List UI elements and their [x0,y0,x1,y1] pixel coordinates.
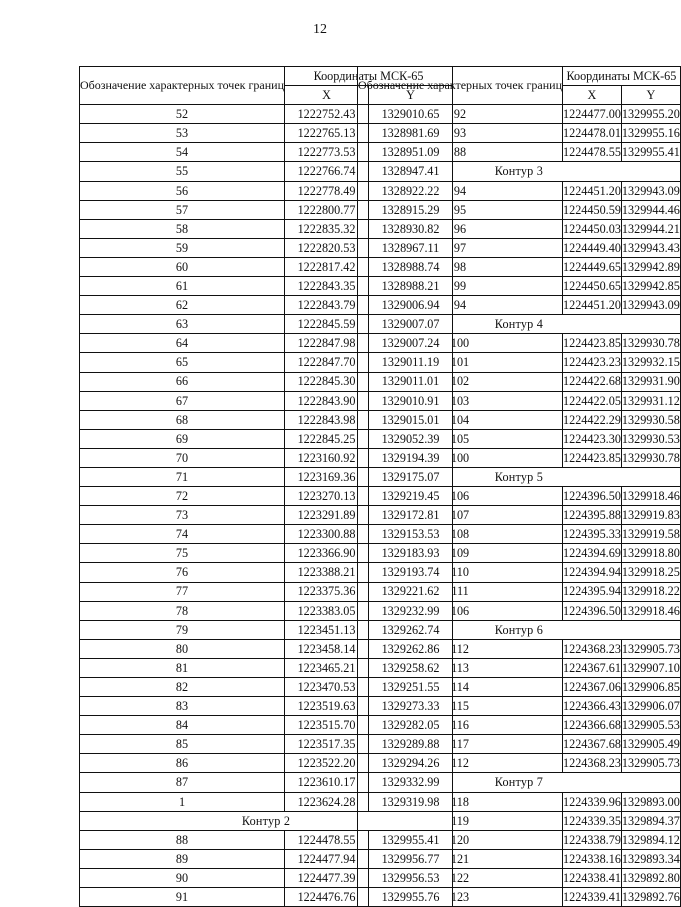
point-id-cell: 1 [80,792,285,811]
table-row [358,678,681,697]
point-id-cell: 65 [80,353,285,372]
y-coordinate-cell: 1329943.43 [621,238,680,257]
table-row [358,410,681,429]
point-id-cell: 76 [80,563,285,582]
table-row [358,563,681,582]
x-coordinate-cell: 1224451.20 [563,181,622,200]
table-row [358,181,681,200]
point-id-cell: 113 [358,658,563,677]
point-id-cell: 99 [358,277,563,296]
y-coordinate-cell: 1329906.07 [621,697,680,716]
table-row [358,238,681,257]
y-coordinate-cell: 1329930.78 [621,448,680,467]
y-coordinate-cell: 1329919.83 [621,506,680,525]
x-coordinate-cell: 1224449.65 [563,257,622,276]
point-id-cell: 121 [358,849,563,868]
table-row [358,601,681,620]
x-coordinate-cell: 1224423.85 [563,334,622,353]
y-coordinate-cell: 1329015.01 [369,410,453,429]
y-coordinate-cell: 1329918.22 [621,582,680,601]
x-coordinate-cell: 1224396.50 [563,601,622,620]
y-coordinate-cell: 1329262.86 [369,639,453,658]
x-coordinate-cell: 1224478.55 [285,830,369,849]
table-row [358,525,681,544]
point-id-cell: 119 [358,811,563,830]
point-id-cell: 86 [80,754,285,773]
x-coordinate-cell: 1224368.23 [563,754,622,773]
y-coordinate-cell: 1329273.33 [369,697,453,716]
y-coordinate-cell: 1329219.45 [369,487,453,506]
table-row [358,697,681,716]
point-id-cell: 104 [358,410,563,429]
page-number: 12 [313,22,327,37]
point-id-cell: 84 [80,716,285,735]
y-coordinate-cell: 1329931.90 [621,372,680,391]
x-coordinate-cell: 1224423.23 [563,353,622,372]
x-coordinate-cell: 1224423.85 [563,448,622,467]
x-coordinate-cell: 1224449.40 [563,238,622,257]
y-coordinate-cell: 1328922.22 [369,181,453,200]
x-coordinate-cell: 1224367.61 [563,658,622,677]
point-id-cell: 62 [80,296,285,315]
x-coordinate-cell: 1223624.28 [285,792,369,811]
x-coordinate-cell: 1224395.94 [563,582,622,601]
x-coordinate-cell: 1224396.50 [563,487,622,506]
x-coordinate-cell: 1223458.14 [285,639,369,658]
point-id-cell: 122 [358,868,563,887]
x-coordinate-cell: 1222766.74 [285,162,369,181]
point-id-cell: 89 [80,849,285,868]
point-id-cell: 92 [358,105,563,124]
point-id-cell: 109 [358,544,563,563]
contour-row [358,620,681,639]
table-row [358,754,681,773]
point-id-cell: 106 [358,601,563,620]
y-coordinate-cell: 1329944.46 [621,200,680,219]
table-row [358,658,681,677]
x-coordinate-cell: 1223169.36 [285,467,369,486]
y-coordinate-cell: 1329894.37 [621,811,680,830]
table-row [358,124,681,143]
point-id-cell: 69 [80,429,285,448]
y-coordinate-cell: 1329193.74 [369,563,453,582]
x-coordinate-cell: 1222752.43 [285,105,369,124]
x-coordinate-cell: 1222800.77 [285,200,369,219]
x-coordinate-cell: 1224477.39 [285,868,369,887]
x-coordinate-cell: 1223470.53 [285,678,369,697]
point-id-cell: 66 [80,372,285,391]
point-id-cell: 82 [80,678,285,697]
y-coordinate-cell: 1328967.11 [369,238,453,257]
y-coordinate-cell: 1329894.12 [621,830,680,849]
point-id-cell: 61 [80,277,285,296]
table-row [358,735,681,754]
contour-label: Контур 6 [358,620,681,639]
y-coordinate-cell: 1329183.93 [369,544,453,563]
y-coordinate-cell: 1329930.78 [621,334,680,353]
x-coordinate-cell: 1224395.88 [563,506,622,525]
x-coordinate-cell: 1224366.68 [563,716,622,735]
x-coordinate-cell: 1222847.98 [285,334,369,353]
y-column-header: Y [369,86,453,105]
table-row [358,639,681,658]
contour-row [358,467,681,486]
x-coordinate-cell: 1222843.98 [285,410,369,429]
x-coordinate-cell: 1224423.30 [563,429,622,448]
points-column-header: Обозначение характерных точек границ [358,67,563,105]
x-column-header: X [563,86,622,105]
points-column-header: Обозначение характерных точек границ [80,67,285,105]
point-id-cell: 90 [80,868,285,887]
x-coordinate-cell: 1224339.96 [563,792,622,811]
point-id-cell: 80 [80,639,285,658]
y-coordinate-cell: 1329893.34 [621,849,680,868]
y-coordinate-cell: 1329010.65 [369,105,453,124]
y-coordinate-cell: 1329251.55 [369,678,453,697]
contour-row [358,773,681,792]
y-coordinate-cell: 1329955.76 [369,888,453,907]
table-row [358,544,681,563]
x-coordinate-cell: 1222765.13 [285,124,369,143]
y-coordinate-cell: 1329956.53 [369,868,453,887]
point-id-cell: 88 [80,830,285,849]
point-id-cell: 72 [80,487,285,506]
y-coordinate-cell: 1329011.01 [369,372,453,391]
point-id-cell: 63 [80,315,285,334]
point-id-cell: 71 [80,467,285,486]
x-coordinate-cell: 1223375.36 [285,582,369,601]
point-id-cell: 98 [358,257,563,276]
x-coordinate-cell: 1222845.25 [285,429,369,448]
point-id-cell: 102 [358,372,563,391]
y-coordinate-cell: 1329955.41 [621,143,680,162]
table-row [358,868,681,887]
y-coordinate-cell: 1329943.09 [621,181,680,200]
y-coordinate-cell: 1329918.46 [621,601,680,620]
x-coordinate-cell: 1224478.01 [563,124,622,143]
point-id-cell: 120 [358,830,563,849]
point-id-cell: 88 [358,143,563,162]
point-id-cell: 70 [80,448,285,467]
x-coordinate-cell: 1224478.55 [563,143,622,162]
table-row [358,582,681,601]
table-row [358,219,681,238]
x-coordinate-cell: 1222843.35 [285,277,369,296]
table-row [358,448,681,467]
y-coordinate-cell: 1329918.46 [621,487,680,506]
table-row [358,716,681,735]
point-id-cell: 117 [358,735,563,754]
table-row [358,888,681,907]
y-coordinate-cell: 1329194.39 [369,448,453,467]
y-coordinate-cell: 1329943.09 [621,296,680,315]
x-coordinate-cell: 1223291.89 [285,506,369,525]
point-id-cell: 78 [80,601,285,620]
contour-label: Контур 7 [358,773,681,792]
point-id-cell: 59 [80,238,285,257]
x-coordinate-cell: 1223517.35 [285,735,369,754]
contour-label: Контур 5 [358,467,681,486]
y-coordinate-cell: 1328981.69 [369,124,453,143]
table-row [358,372,681,391]
x-column-header: X [285,86,369,105]
point-id-cell: 114 [358,678,563,697]
table-row [358,353,681,372]
coordinates-header: Координаты МСК-65 [563,67,681,86]
point-id-cell: 75 [80,544,285,563]
x-coordinate-cell: 1222843.90 [285,391,369,410]
contour-label: Контур 4 [358,315,681,334]
y-coordinate-cell: 1329332.99 [369,773,453,792]
table-row [358,334,681,353]
point-id-cell: 95 [358,200,563,219]
x-coordinate-cell: 1222845.59 [285,315,369,334]
point-id-cell: 116 [358,716,563,735]
point-id-cell: 54 [80,143,285,162]
point-id-cell: 55 [80,162,285,181]
y-coordinate-cell: 1329942.85 [621,277,680,296]
y-coordinate-cell: 1329944.21 [621,219,680,238]
y-coordinate-cell: 1329930.53 [621,429,680,448]
point-id-cell: 58 [80,219,285,238]
x-coordinate-cell: 1222847.70 [285,353,369,372]
y-coordinate-cell: 1329931.12 [621,391,680,410]
point-id-cell: 106 [358,487,563,506]
x-coordinate-cell: 1224451.20 [563,296,622,315]
point-id-cell: 112 [358,639,563,658]
y-coordinate-cell: 1329172.81 [369,506,453,525]
point-id-cell: 81 [80,658,285,677]
x-coordinate-cell: 1224367.68 [563,735,622,754]
x-coordinate-cell: 1224339.41 [563,888,622,907]
y-coordinate-cell: 1329956.77 [369,849,453,868]
y-coordinate-cell: 1329955.20 [621,105,680,124]
point-id-cell: 52 [80,105,285,124]
y-coordinate-cell: 1329919.58 [621,525,680,544]
point-id-cell: 53 [80,124,285,143]
y-coordinate-cell: 1329942.89 [621,257,680,276]
point-id-cell: 110 [358,563,563,582]
table-row [358,277,681,296]
point-id-cell: 115 [358,697,563,716]
x-coordinate-cell: 1222845.30 [285,372,369,391]
x-coordinate-cell: 1224450.59 [563,200,622,219]
x-coordinate-cell: 1224477.94 [285,849,369,868]
x-coordinate-cell: 1224366.43 [563,697,622,716]
point-id-cell: 96 [358,219,563,238]
contour-row [358,315,681,334]
x-coordinate-cell: 1224450.65 [563,277,622,296]
point-id-cell: 123 [358,888,563,907]
y-coordinate-cell: 1328947.41 [369,162,453,181]
point-id-cell: 100 [358,448,563,467]
table-row [358,105,681,124]
x-coordinate-cell: 1223522.20 [285,754,369,773]
point-id-cell: 100 [358,334,563,353]
point-id-cell: 118 [358,792,563,811]
point-id-cell: 97 [358,238,563,257]
coordinates-table-right [357,66,681,907]
x-coordinate-cell: 1224338.16 [563,849,622,868]
y-coordinate-cell: 1329955.41 [369,830,453,849]
x-coordinate-cell: 1224368.23 [563,639,622,658]
point-id-cell: 83 [80,697,285,716]
y-coordinate-cell: 1329932.15 [621,353,680,372]
point-id-cell: 56 [80,181,285,200]
x-coordinate-cell: 1223388.21 [285,563,369,582]
table-row [358,391,681,410]
y-coordinate-cell: 1329262.74 [369,620,453,639]
point-id-cell: 74 [80,525,285,544]
x-coordinate-cell: 1224450.03 [563,219,622,238]
y-coordinate-cell: 1329294.26 [369,754,453,773]
point-id-cell: 87 [80,773,285,792]
table-row [358,296,681,315]
y-coordinate-cell: 1329905.73 [621,754,680,773]
point-id-cell: 108 [358,525,563,544]
point-id-cell: 67 [80,391,285,410]
y-coordinate-cell: 1329905.53 [621,716,680,735]
point-id-cell: 68 [80,410,285,429]
y-column-header: Y [621,86,680,105]
point-id-cell: 101 [358,353,563,372]
y-coordinate-cell: 1329006.94 [369,296,453,315]
table-row [358,257,681,276]
y-coordinate-cell: 1328951.09 [369,143,453,162]
x-coordinate-cell: 1222843.79 [285,296,369,315]
coordinates-header: Координаты МСК-65 [285,67,453,86]
x-coordinate-cell: 1223515.70 [285,716,369,735]
y-coordinate-cell: 1329918.25 [621,563,680,582]
point-id-cell: 105 [358,429,563,448]
point-id-cell: 103 [358,391,563,410]
x-coordinate-cell: 1223383.05 [285,601,369,620]
x-coordinate-cell: 1224394.69 [563,544,622,563]
table-row [358,849,681,868]
y-coordinate-cell: 1328988.74 [369,257,453,276]
y-coordinate-cell: 1329918.80 [621,544,680,563]
x-coordinate-cell: 1223300.88 [285,525,369,544]
x-coordinate-cell: 1222820.53 [285,238,369,257]
y-coordinate-cell: 1329906.85 [621,678,680,697]
contour-row [358,162,681,181]
x-coordinate-cell: 1224338.79 [563,830,622,849]
y-coordinate-cell: 1329153.53 [369,525,453,544]
y-coordinate-cell: 1329258.62 [369,658,453,677]
table-row [358,811,681,830]
y-coordinate-cell: 1328930.82 [369,219,453,238]
y-coordinate-cell: 1329289.88 [369,735,453,754]
x-coordinate-cell: 1224367.06 [563,678,622,697]
point-id-cell: 91 [80,888,285,907]
y-coordinate-cell: 1329892.80 [621,868,680,887]
y-coordinate-cell: 1329007.07 [369,315,453,334]
point-id-cell: 112 [358,754,563,773]
y-coordinate-cell: 1329221.62 [369,582,453,601]
y-coordinate-cell: 1329905.49 [621,735,680,754]
y-coordinate-cell: 1329319.98 [369,792,453,811]
x-coordinate-cell: 1222773.53 [285,143,369,162]
y-coordinate-cell: 1328988.21 [369,277,453,296]
contour-label: Контур 2 [80,811,453,830]
y-coordinate-cell: 1329011.19 [369,353,453,372]
x-coordinate-cell: 1223270.13 [285,487,369,506]
y-coordinate-cell: 1329892.76 [621,888,680,907]
x-coordinate-cell: 1223519.63 [285,697,369,716]
point-id-cell: 111 [358,582,563,601]
point-id-cell: 79 [80,620,285,639]
y-coordinate-cell: 1329955.16 [621,124,680,143]
point-id-cell: 57 [80,200,285,219]
x-coordinate-cell: 1224422.68 [563,372,622,391]
x-coordinate-cell: 1223451.13 [285,620,369,639]
table-row [358,506,681,525]
x-coordinate-cell: 1222817.42 [285,257,369,276]
point-id-cell: 94 [358,296,563,315]
x-coordinate-cell: 1224422.29 [563,410,622,429]
y-coordinate-cell: 1329232.99 [369,601,453,620]
y-coordinate-cell: 1328915.29 [369,200,453,219]
x-coordinate-cell: 1224395.33 [563,525,622,544]
point-id-cell: 73 [80,506,285,525]
point-id-cell: 94 [358,181,563,200]
point-id-cell: 60 [80,257,285,276]
x-coordinate-cell: 1224422.05 [563,391,622,410]
x-coordinate-cell: 1223465.21 [285,658,369,677]
x-coordinate-cell: 1222778.49 [285,181,369,200]
x-coordinate-cell: 1224339.35 [563,811,622,830]
y-coordinate-cell: 1329905.73 [621,639,680,658]
y-coordinate-cell: 1329007.24 [369,334,453,353]
x-coordinate-cell: 1223366.90 [285,544,369,563]
point-id-cell: 85 [80,735,285,754]
point-id-cell: 107 [358,506,563,525]
x-coordinate-cell: 1224394.94 [563,563,622,582]
table-body-right [358,105,681,907]
y-coordinate-cell: 1329907.10 [621,658,680,677]
y-coordinate-cell: 1329893.00 [621,792,680,811]
x-coordinate-cell: 1223160.92 [285,448,369,467]
table-row [358,830,681,849]
y-coordinate-cell: 1329010.91 [369,391,453,410]
table-row [358,429,681,448]
table-row [358,200,681,219]
contour-label: Контур 3 [358,162,681,181]
y-coordinate-cell: 1329282.05 [369,716,453,735]
table-row [358,792,681,811]
point-id-cell: 93 [358,124,563,143]
table-row [358,143,681,162]
point-id-cell: 64 [80,334,285,353]
y-coordinate-cell: 1329175.07 [369,467,453,486]
y-coordinate-cell: 1329930.58 [621,410,680,429]
x-coordinate-cell: 1224477.00 [563,105,622,124]
point-id-cell: 77 [80,582,285,601]
x-coordinate-cell: 1224476.76 [285,888,369,907]
y-coordinate-cell: 1329052.39 [369,429,453,448]
x-coordinate-cell: 1222835.32 [285,219,369,238]
x-coordinate-cell: 1223610.17 [285,773,369,792]
x-coordinate-cell: 1224338.41 [563,868,622,887]
table-row [358,487,681,506]
